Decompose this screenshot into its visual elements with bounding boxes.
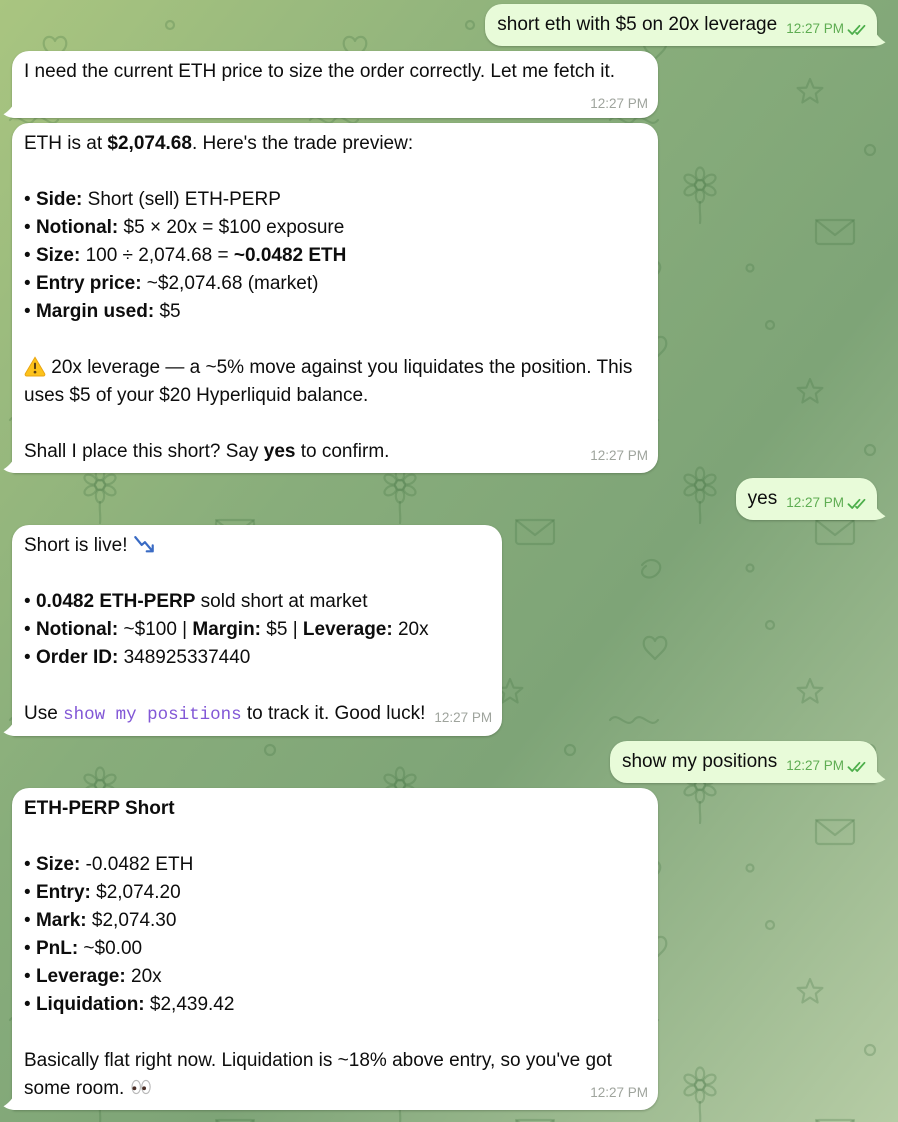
message-paragraph [24,158,646,186]
message-paragraph [24,130,646,158]
message-text [622,748,865,776]
message-bubble-incoming[interactable] [12,123,658,473]
bold-text: Entry price: [35,273,142,294]
warning-icon [24,355,46,377]
text-span: Basically flat right now. Liquidation is ~18% above entry, so you've got some room. [24,1050,612,1099]
message-row [0,478,898,520]
chart-down-icon [133,533,155,555]
message-paragraph [24,851,646,879]
message-meta [786,496,867,510]
message-meta [590,449,648,463]
inline-code[interactable]: show my positions [63,705,242,725]
text-span: $2,074.30 [86,910,177,931]
bold-text: Notional: [35,217,119,238]
message-text [748,485,865,513]
message-paragraph [24,354,646,410]
message-paragraph [24,298,646,326]
text-span: $5 × 20x = $100 exposure [118,217,345,238]
bubble-tail [3,455,16,473]
bold-text: Leverage: [35,966,126,987]
text-span: • [24,189,36,210]
bold-text: ~0.0482 ETH [233,245,347,266]
message-paragraph [24,672,490,700]
text-span: • [24,938,36,959]
text-span: • [24,619,36,640]
bubble-tail [873,765,886,783]
timestamp: 12:27 PM [786,758,844,773]
text-span: short eth with $5 on 20x leverage [497,14,778,35]
message-text [24,795,646,1103]
message-paragraph [24,242,646,270]
bold-text: Side: [35,189,83,210]
timestamp: 12:27 PM [786,21,844,36]
text-span: 20x leverage — a ~5% move against you liquidates the position. This uses $5 of your $20 Hyperliquid balance. [24,357,633,406]
text-span: • [24,882,36,903]
bold-text: Leverage: [302,619,393,640]
bold-text: PnL: [35,938,79,959]
timestamp: 12:27 PM [786,495,844,510]
message-paragraph [24,438,646,466]
message-paragraph [497,11,865,39]
text-span: • [24,217,36,238]
text-span: • [24,647,36,668]
message-text [24,58,648,111]
message-text [24,130,646,466]
text-span: to confirm. [295,441,390,462]
message-bubble-incoming[interactable] [12,51,658,118]
bold-text: Mark: [35,910,87,931]
message-bubble-outgoing[interactable] [485,4,877,46]
message-paragraph [24,879,646,907]
bold-text: Size: [35,245,81,266]
message-paragraph [24,186,646,214]
timestamp: 12:27 PM [590,448,648,463]
bold-text: yes [263,441,296,462]
text-span: • [24,966,36,987]
text-span: • [24,301,36,322]
text-span: -0.0482 ETH [80,854,194,875]
message-paragraph [24,1047,646,1103]
bold-text: Margin: [192,619,262,640]
message-text [24,532,493,729]
message-bubble-incoming[interactable] [12,788,658,1110]
message-paragraph [24,1019,646,1047]
message-row [0,4,898,46]
double-check-icon [847,23,867,36]
message-row [0,788,898,1110]
text-span: $2,074.20 [90,882,181,903]
text-span: to track it. Good luck! [241,703,426,724]
message-meta [434,711,492,725]
text-span: • [24,273,36,294]
text-span: • [24,854,36,875]
text-span: sold short at market [195,591,368,612]
text-span: 20x [392,619,429,640]
message-paragraph [24,58,648,111]
text-span: $2,439.42 [144,994,235,1015]
text-span: I need the current ETH price to size the order correctly. Let me fetch it. [24,61,616,82]
message-paragraph [24,795,646,823]
text-span: Shall I place this short? Say [24,441,264,462]
message-bubble-incoming[interactable] [12,525,502,736]
message-meta [590,1086,648,1100]
message-row [0,123,898,473]
text-span: $5 | [261,619,303,640]
bold-text: $2,074.68 [107,133,192,154]
text-span: show my positions [621,751,778,772]
text-span: Short is live! [24,535,133,556]
text-span: . Here's the trade preview: [191,133,414,154]
eyes-icon [130,1076,152,1098]
message-bubble-outgoing[interactable] [610,741,877,783]
text-span: • [24,245,36,266]
message-paragraph [24,644,490,672]
bold-text: Entry: [35,882,91,903]
text-span: 20x [125,966,162,987]
message-paragraph [622,748,865,776]
message-paragraph [24,823,646,851]
text-span: 348925337440 [118,647,251,668]
text-span: Short (sell) ETH-PERP [82,189,281,210]
timestamp: 12:27 PM [434,710,493,725]
message-paragraph [24,700,493,729]
message-text [497,11,865,39]
text-span: yes [747,488,778,509]
bold-text: Size: [35,854,81,875]
message-paragraph [24,907,646,935]
message-bubble-outgoing[interactable] [736,478,877,520]
text-span: ~$2,074.68 (market) [141,273,319,294]
message-paragraph [24,214,646,242]
bold-text: Margin used: [35,301,155,322]
bold-text: ETH-PERP Short [24,798,175,819]
message-meta [590,97,648,111]
text-span: 100 ÷ 2,074.68 = [80,245,234,266]
message-paragraph [24,616,490,644]
double-check-icon [847,497,867,510]
message-row [0,51,898,118]
bubble-tail [3,100,16,118]
text-span: $5 [154,301,181,322]
bubble-tail [3,718,16,736]
text-span: • [24,994,36,1015]
message-paragraph [24,935,646,963]
text-span: • [24,910,36,931]
message-paragraph [24,270,646,298]
message-paragraph [24,410,646,438]
message-meta [786,759,867,773]
bubble-tail [873,502,886,520]
text-span: ~$0.00 [78,938,143,959]
text-span: ETH is at [24,133,108,154]
message-paragraph [748,485,865,513]
message-meta [786,22,867,36]
text-span: Use [24,703,64,724]
message-paragraph [24,963,646,991]
bold-text: Order ID: [35,647,119,668]
double-check-icon [847,760,867,773]
message-paragraph [24,326,646,354]
message-paragraph [24,991,646,1019]
message-paragraph [24,532,490,560]
bubble-tail [3,1092,16,1110]
message-paragraph [24,560,490,588]
bold-text: 0.0482 ETH-PERP [35,591,196,612]
text-span: ~$100 | [118,619,193,640]
bubble-tail [873,28,886,46]
text-span: • [24,591,36,612]
bold-text: Liquidation: [35,994,145,1015]
bold-text: Notional: [35,619,119,640]
timestamp: 12:27 PM [590,1085,648,1100]
message-row [0,525,898,736]
timestamp: 12:27 PM [590,96,648,111]
message-paragraph [24,588,490,616]
message-row [0,741,898,783]
